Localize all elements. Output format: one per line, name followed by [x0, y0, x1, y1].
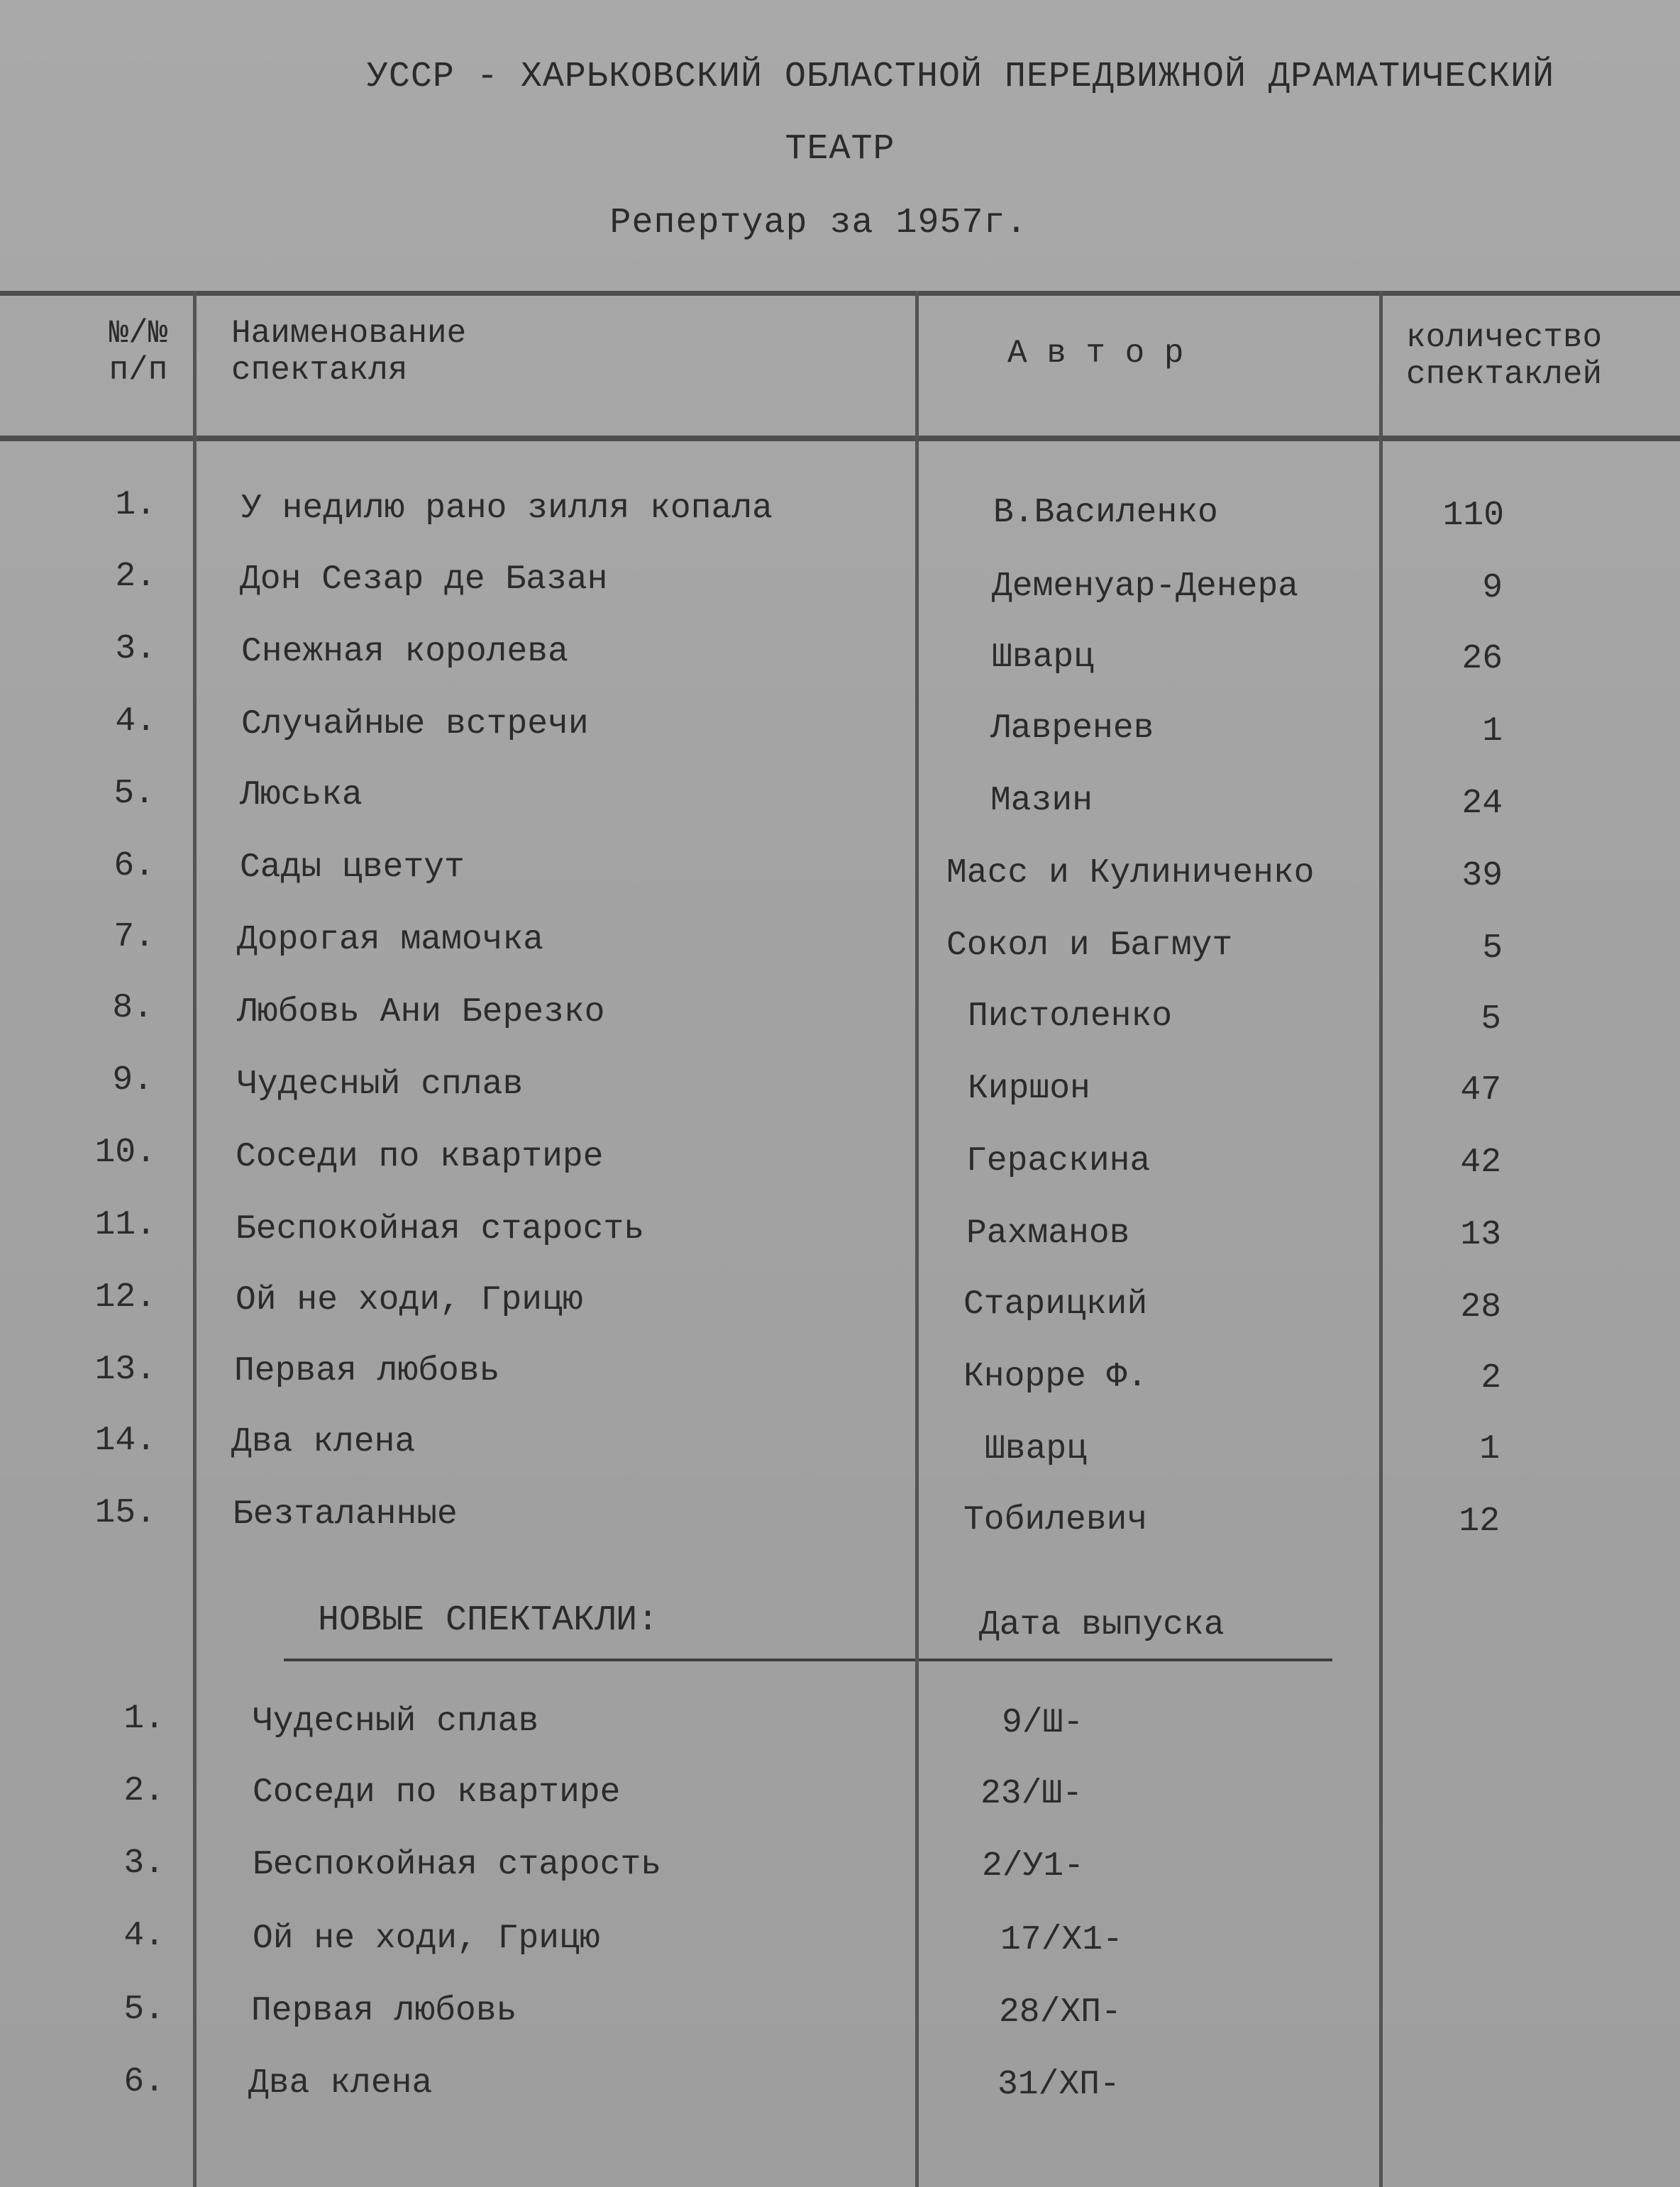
row-number: 2.: [115, 558, 156, 596]
row-count: 42: [1460, 1144, 1501, 1182]
row-author: Лавренев: [990, 709, 1154, 748]
row-author: Мазин: [990, 782, 1093, 820]
row-count: 13: [1460, 1216, 1501, 1254]
row-number: 4.: [115, 702, 156, 741]
row-count: 2: [1481, 1359, 1501, 1397]
row-number: 6.: [114, 847, 155, 885]
row-author: Деменуар-Денера: [992, 567, 1299, 606]
date-header: Дата выпуска: [979, 1606, 1225, 1644]
row-title: Дорогая мамочка: [237, 921, 544, 959]
row-number: 7.: [114, 918, 155, 956]
header-number-line-1: №/№: [109, 315, 168, 352]
row-title: Два клена: [231, 1423, 416, 1461]
item-title: Первая любовь: [251, 1992, 517, 2030]
item-number: 3.: [123, 1844, 165, 1883]
row-title: Беспокойная старость: [236, 1210, 645, 1248]
item-number: 5.: [123, 1991, 165, 2029]
row-title: Дон Сезар де Базан: [240, 560, 608, 599]
header-line-2: ТЕАТР: [785, 129, 895, 170]
row-author: Шварц: [985, 1430, 1088, 1468]
row-number: 8.: [112, 989, 153, 1027]
table-header-rule: [0, 436, 1680, 441]
column-divider-2: [915, 291, 919, 2187]
item-date: 2/У1-: [982, 1847, 1085, 1886]
row-author: Кнорре Ф.: [963, 1358, 1148, 1396]
header-count-line-1: количество: [1406, 319, 1603, 356]
row-count: 1: [1479, 1430, 1500, 1468]
row-count: 9: [1482, 569, 1503, 607]
row-number: 14.: [94, 1422, 156, 1460]
item-number: 6.: [123, 2063, 165, 2101]
row-number: 3.: [115, 630, 156, 668]
header-count-line-2: спектаклей: [1406, 356, 1603, 393]
row-author: Сокол и Багмут: [946, 926, 1233, 965]
header-number: [85, 315, 192, 389]
item-date: 17/Х1-: [1000, 1921, 1123, 1959]
item-title: Два клена: [248, 2064, 433, 2103]
new-section-title: НОВЫЕ СПЕКТАКЛИ:: [318, 1600, 659, 1641]
header-number-line-2: п/п: [109, 352, 168, 389]
row-author: Шварц: [992, 638, 1095, 677]
row-title: Соседи по квартире: [236, 1138, 604, 1176]
item-date: 9/Ш-: [1002, 1704, 1084, 1742]
row-number: 10.: [94, 1134, 156, 1172]
table-top-rule: [0, 291, 1680, 296]
header-count: [1406, 319, 1602, 393]
row-count: 28: [1460, 1288, 1501, 1327]
row-count: 39: [1461, 857, 1503, 895]
row-author: Старицкий: [963, 1285, 1148, 1324]
item-title: Чудесный сплав: [253, 1702, 539, 1741]
row-number: 12.: [94, 1278, 156, 1317]
row-count: 110: [1442, 497, 1504, 535]
row-author: Пистоленко: [968, 997, 1173, 1036]
row-title: У недилю рано зилля копала: [241, 489, 773, 528]
item-date: 31/ХП-: [998, 2066, 1120, 2104]
row-author: В.Василенко: [993, 494, 1218, 532]
header-title: [231, 315, 466, 389]
row-author: Масс и Кулиниченко: [946, 854, 1315, 892]
row-title: Безталанные: [233, 1495, 458, 1534]
row-count: 12: [1459, 1502, 1500, 1541]
row-number: 9.: [112, 1061, 153, 1100]
column-divider-1: [193, 291, 197, 2187]
row-title: Первая любовь: [234, 1352, 500, 1390]
header-author: А в т о р: [1007, 335, 1184, 372]
header-title-line-1: Наименование: [231, 315, 467, 352]
row-number: 11.: [94, 1206, 156, 1244]
item-number: 1.: [123, 1700, 165, 1738]
row-count: 24: [1461, 785, 1503, 823]
row-count: 1: [1482, 712, 1503, 751]
row-author: Тобилевич: [963, 1501, 1148, 1539]
row-title: Ой не ходи, Грицю: [236, 1281, 583, 1319]
row-number: 15.: [94, 1494, 156, 1532]
row-title: Снежная королева: [241, 633, 568, 671]
row-title: Чудесный сплав: [237, 1065, 524, 1104]
new-section-underline: [284, 1659, 1332, 1661]
row-count: 5: [1481, 1000, 1501, 1039]
row-title: Случайные встречи: [241, 705, 589, 743]
item-title: Ой не ходи, Грицю: [253, 1920, 600, 1958]
row-author: Рахманов: [966, 1214, 1130, 1253]
row-title: Сады цветут: [240, 848, 465, 887]
item-date: 28/ХП-: [999, 1993, 1122, 2032]
row-count: 5: [1482, 929, 1503, 968]
header-title-line-2: спектакля: [231, 352, 408, 389]
row-title: Люська: [240, 776, 363, 814]
item-date: 23/Ш-: [980, 1775, 1083, 1813]
header-line-1: УССР - ХАРЬКОВСКИЙ ОБЛАСТНОЙ ПЕРЕДВИЖНОЙ ДРАМАТИЧЕСКИЙ: [366, 57, 1555, 97]
row-count: 26: [1461, 640, 1503, 678]
row-number: 1.: [115, 486, 156, 524]
row-count: 47: [1460, 1071, 1501, 1109]
row-number: 5.: [114, 775, 155, 813]
header-line-3: Репертуар за 1957г.: [609, 203, 1028, 243]
row-author: Киршон: [968, 1070, 1090, 1108]
row-author: Гераскина: [966, 1142, 1151, 1180]
item-title: Беспокойная старость: [253, 1846, 662, 1884]
item-title: Соседи по квартире: [253, 1773, 621, 1812]
item-number: 4.: [123, 1917, 165, 1955]
item-number: 2.: [123, 1772, 165, 1810]
row-number: 13.: [94, 1351, 156, 1389]
row-title: Любовь Ани Березко: [237, 993, 605, 1031]
